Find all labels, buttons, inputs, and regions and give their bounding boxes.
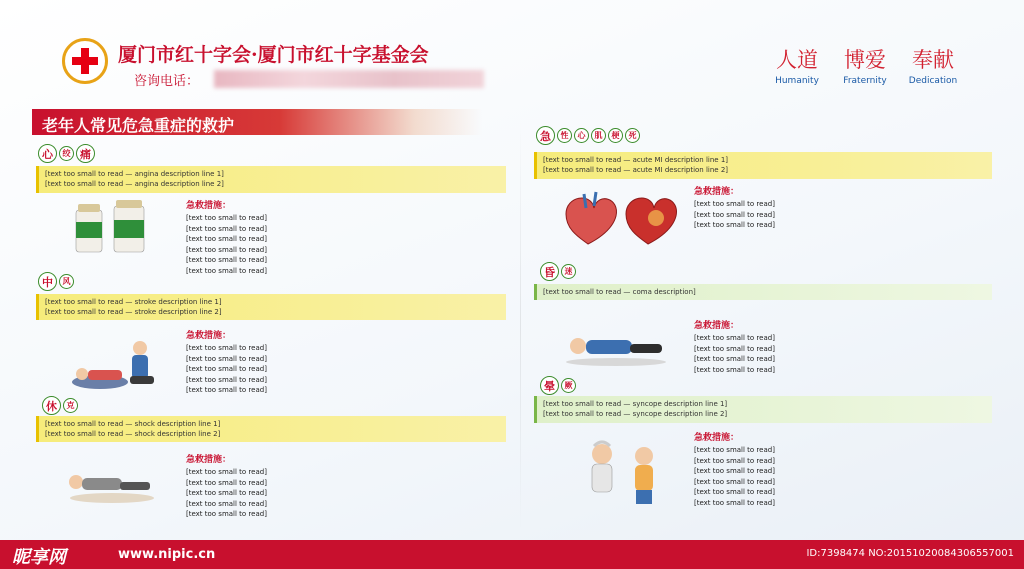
section-heading-mi: 急 性 心 肌 梗 死 <box>536 126 640 145</box>
coma-patient-illustration <box>560 320 670 370</box>
coma-description: [text too small to read — coma description] <box>534 284 992 300</box>
stroke-patient-illustration <box>70 330 170 392</box>
motto-dedication: 奉献 Dedication <box>908 48 958 86</box>
phone-number-redacted <box>214 70 484 88</box>
mi-first-aid-measures: 急救措施： [text too small to read] [text too small to read] [text too small to read] <box>694 187 775 229</box>
org-name: 厦门市红十字会·厦门市红十字基金会 <box>118 44 429 66</box>
nitroglycerin-bottles-illustration <box>70 200 150 255</box>
shock-first-aid-measures: 急救措施： [text too small to read] [text too small to read] [text too small to read] [text too small to read] [text too small to read] <box>186 455 267 518</box>
section-heading-syncope: 晕 厥 <box>540 376 576 395</box>
motto-humanity: 人道 Humanity <box>775 48 819 86</box>
footer-watermark-bar <box>0 540 1024 569</box>
mi-description: [text too small to read — acute MI description line 1] [text too small to read — acute MI description line 2] <box>534 152 992 179</box>
footer-url: www.nipic.cn <box>118 547 216 562</box>
motto-fraternity: 博爱 Fraternity <box>843 48 887 86</box>
page-title-bar <box>32 109 482 135</box>
column-divider <box>520 118 521 533</box>
footer-image-id: ID:7398474 NO:20151020084306557001 <box>806 548 1014 559</box>
section-heading-stroke: 中 风 <box>38 272 74 291</box>
angina-description: [text too small to read — angina description line 1] [text too small to read — angina description line 2] <box>36 166 506 193</box>
footer-brand: 昵享网 <box>12 547 66 568</box>
shock-patient-illustration <box>62 452 162 507</box>
stroke-first-aid-measures: 急救措施： [text too small to read] [text too small to read] [text too small to read] [text too small to read] [text too small to read] <box>186 331 267 394</box>
shock-description: [text too small to read — shock description line 1] [text too small to read — shock description line 2] <box>36 416 506 442</box>
section-heading-angina: 心 绞 痛 <box>38 144 95 163</box>
page-title: 老年人常见危急重症的救护 <box>42 116 235 135</box>
syncope-description: [text too small to read — syncope description line 1] [text too small to read — syncope description line 2] <box>534 396 992 423</box>
section-heading-shock: 休 克 <box>42 396 78 415</box>
section-heading-coma: 昏 迷 <box>540 262 576 281</box>
heart-anatomy-illustration <box>556 186 686 248</box>
header <box>0 0 1024 100</box>
angina-first-aid-measures: 急救措施： [text too small to read] [text too small to read] [text too small to read] [text too small to read] [text too small to read] [text too small to read] <box>186 201 267 275</box>
stroke-description: [text too small to read — stroke description line 1] [text too small to read — stroke description line 2] <box>36 294 506 320</box>
phone-label: 咨询电话： <box>134 74 200 89</box>
syncope-first-aid-measures: 急救措施： [text too small to read] [text too small to read] [text too small to read] [text too small to read] [text too small to read] [text too small to read] <box>694 433 775 507</box>
syncope-patient-illustration <box>572 438 672 508</box>
red-cross-logo-icon <box>62 38 108 84</box>
coma-first-aid-measures: 急救措施： [text too small to read] [text too small to read] [text too small to read] [text too small to read] <box>694 321 775 374</box>
